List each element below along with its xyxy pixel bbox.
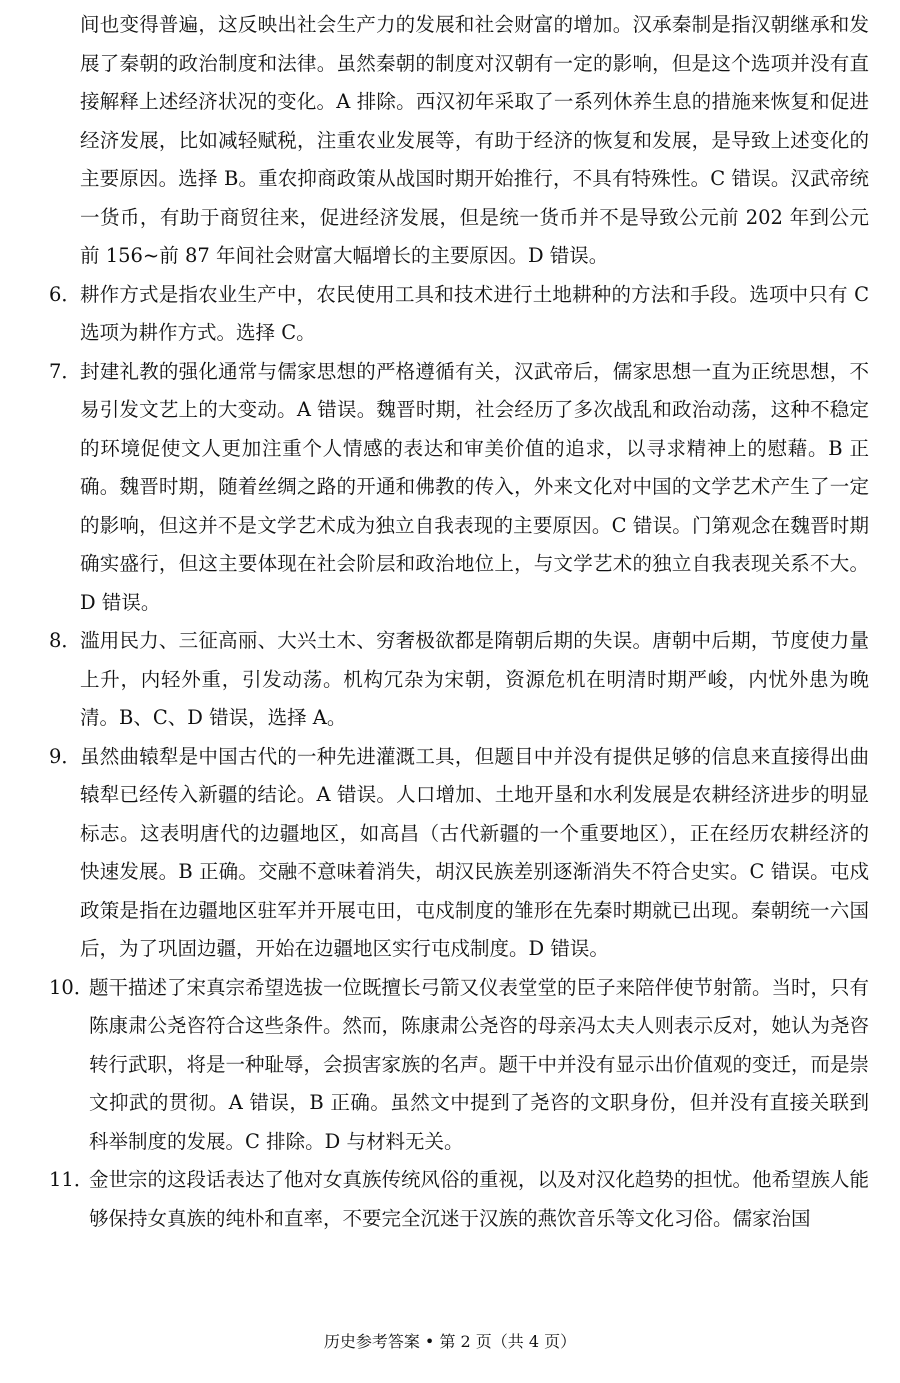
- continuation-paragraph: 间也变得普遍，这反映出社会生产力的发展和社会财富的增加。汉承秦制是指汉朝继承和发展了秦朝的政治制度和法律。虽然秦朝的制度对汉朝有一定的影响，但是这个选项并没有直接解释上述经济状况的变化。A 排除。西汉初年采取了一系列休养生息的措施来恢复和促进经济发展，比如减轻赋税，注重农业发展等，有助于经济的恢复和发展，是导致上述变化的主要原因。选择 B。重农抑商政策从战国时期开始推行，不具有特殊性。C 错误。汉武帝统一货币，有助于商贸往来，促进经济发展，但是统一货币并不是导致公元前 202 年到公元前 156~前 87 年间社会财富大幅增长的主要原因。D 错误。: [80, 13, 869, 267]
- item-text: 虽然曲辕犁是中国古代的一种先进灌溉工具，但题目中并没有提供足够的信息来直接得出曲辕犁已经传入新疆的结论。A 错误。人口增加、土地开垦和水利发展是农耕经济进步的明显标志。这表明唐代的边疆地区，如高昌（古代新疆的一个重要地区），正在经历农耕经济的快速发展。B 正确。交融不意味着消失，胡汉民族差别逐渐消失不符合史实。C 错误。屯戍政策是指在边疆地区驻军并开展屯田，屯戍制度的雏形在先秦时期就已出现。秦朝统一六国后，为了巩固边疆，开始在边疆地区实行屯戍制度。D 错误。: [80, 744, 869, 960]
- answer-item-9: [49, 738, 869, 969]
- answer-item-8: [49, 622, 869, 738]
- item-number: 10．: [49, 975, 94, 999]
- item-text: 封建礼教的强化通常与儒家思想的严格遵循有关，汉武帝后，儒家思想一直为正统思想，不易引发文艺上的大变动。A 错误。魏晋时期，社会经历了多次战乱和政治动荡，这种不稳定的环境促使文人更加注重个人情感的表达和审美价值的追求，以寻求精神上的慰藉。B 正确。魏晋时期，随着丝绸之路的开通和佛教的传入，外来文化对中国的文学艺术产生了一定的影响，但这并不是文学艺术成为独立自我表现的主要原因。C 错误。门第观念在魏晋时期确实盛行，但这主要体现在社会阶层和政治地位上，与文学艺术的独立自我表现关系不大。D 错误。: [80, 359, 869, 614]
- answer-item-6: [49, 276, 869, 353]
- answer-item-7: [49, 353, 869, 623]
- item-number: 11．: [49, 1168, 94, 1191]
- item-text: 题干描述了宋真宗希望选拔一位既擅长弓箭又仪表堂堂的臣子来陪伴使节射箭。当时，只有陈康肃公尧咨符合这些条件。然而，陈康肃公尧咨的母亲冯太夫人则表示反对，她认为尧咨转行武职，将是一种耻辱，会损害家族的名声。题干中并没有显示出价值观的变迁，而是崇文抑武的贯彻。A 错误，B 正确。虽然文中提到了尧咨的文职身份，但并没有直接关联到科举制度的发展。C 排除。D 与材料无关。: [89, 975, 870, 1153]
- item-number: 7．: [49, 359, 81, 383]
- item-number: 9．: [49, 744, 81, 768]
- answer-item-10: [49, 969, 869, 1162]
- item-text: 耕作方式是指农业生产中，农民使用工具和技术进行土地耕种的方法和手段。选项中只有 C 选项为耕作方式。选择 C。: [80, 282, 869, 344]
- page-footer: 历史参考答案 • 第 2 页（共 4 页）: [323, 1332, 577, 1351]
- answer-content: [49, 6, 869, 1238]
- item-text: 滥用民力、三征高丽、大兴土木、穷奢极欲都是隋朝后期的失误。唐朝中后期，节度使力量上升，内轻外重，引发动荡。机构冗杂为宋朝，资源危机在明清时期严峻，内忧外患为晚清。B、C、D 错误，选择 A。: [80, 629, 869, 729]
- item-number: 6．: [49, 282, 81, 306]
- answer-item-11: [49, 1161, 869, 1238]
- item-number: 8．: [49, 629, 81, 652]
- item-text: 金世宗的这段话表达了他对女真族传统风俗的重视，以及对汉化趋势的担忧。他希望族人能够保持女真族的纯朴和直率，不要完全沉迷于汉族的燕饮音乐等文化习俗。儒家治国: [89, 1168, 870, 1230]
